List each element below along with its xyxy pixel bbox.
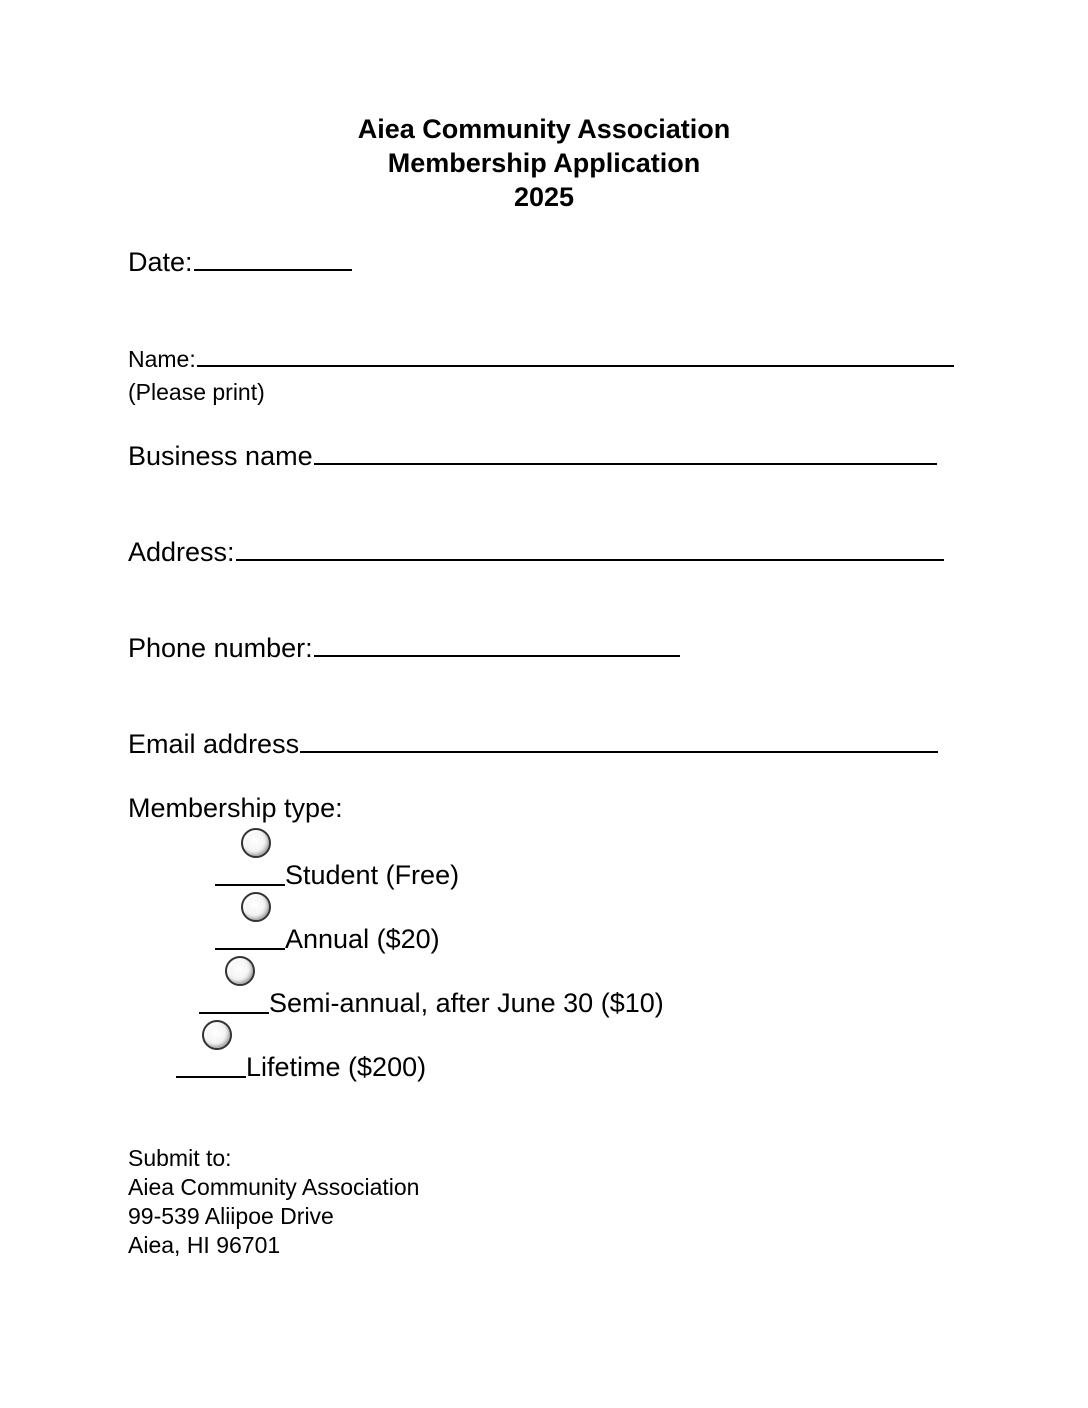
form-header: [0, 112, 1088, 214]
student-blank: [215, 884, 285, 886]
submit-city: Aiea, HI 96701: [128, 1232, 281, 1258]
email-blank[interactable]: [300, 729, 938, 753]
lifetime-option-label: Lifetime ($200): [246, 1052, 427, 1082]
student-option-label: Student (Free): [285, 860, 460, 890]
date-label: Date:: [128, 247, 193, 277]
lifetime-blank: [176, 1076, 246, 1078]
phone-field: [128, 632, 680, 664]
email-field: [128, 728, 938, 760]
radio-circle-icon[interactable]: [241, 892, 271, 922]
student-radio[interactable]: [215, 856, 285, 884]
semi-annual-radio[interactable]: [199, 984, 269, 1012]
organization-title: Aiea Community Association: [357, 114, 731, 144]
submit-address-block: [128, 1144, 419, 1260]
membership-option-annual[interactable]: [215, 920, 440, 955]
radio-circle-icon[interactable]: [202, 1020, 232, 1050]
phone-blank[interactable]: [314, 633, 680, 657]
membership-option-student[interactable]: [215, 856, 459, 891]
annual-radio[interactable]: [215, 920, 285, 948]
address-blank[interactable]: [236, 537, 944, 561]
name-field: [128, 345, 954, 373]
semi-annual-blank: [199, 1012, 269, 1014]
email-label: Email address: [128, 729, 300, 759]
annual-option-label: Annual ($20): [285, 924, 440, 954]
date-blank[interactable]: [194, 247, 352, 271]
submit-org: Aiea Community Association: [128, 1174, 420, 1200]
form-title: Membership Application: [387, 148, 701, 178]
radio-circle-icon[interactable]: [225, 956, 255, 986]
date-field: [128, 246, 352, 278]
business-name-label: Business name: [128, 441, 313, 471]
membership-type-label: Membership type:: [128, 793, 343, 823]
phone-label: Phone number:: [128, 633, 313, 663]
name-hint: (Please print): [128, 379, 265, 405]
address-label: Address:: [128, 537, 235, 567]
name-blank[interactable]: [197, 346, 954, 367]
submit-heading: Submit to:: [128, 1145, 232, 1171]
business-name-field: [128, 440, 937, 472]
submit-street: 99-539 Aliipoe Drive: [128, 1203, 334, 1229]
membership-option-lifetime[interactable]: [176, 1048, 426, 1083]
semi-annual-option-label: Semi-annual, after June 30 ($10): [269, 988, 664, 1018]
address-field: [128, 536, 944, 568]
lifetime-radio[interactable]: [176, 1048, 246, 1076]
form-year: 2025: [513, 182, 575, 212]
business-name-blank[interactable]: [314, 441, 937, 465]
annual-blank: [215, 948, 285, 950]
name-label: Name:: [128, 346, 196, 372]
membership-option-semi-annual[interactable]: [199, 984, 664, 1019]
radio-circle-icon[interactable]: [241, 828, 271, 858]
